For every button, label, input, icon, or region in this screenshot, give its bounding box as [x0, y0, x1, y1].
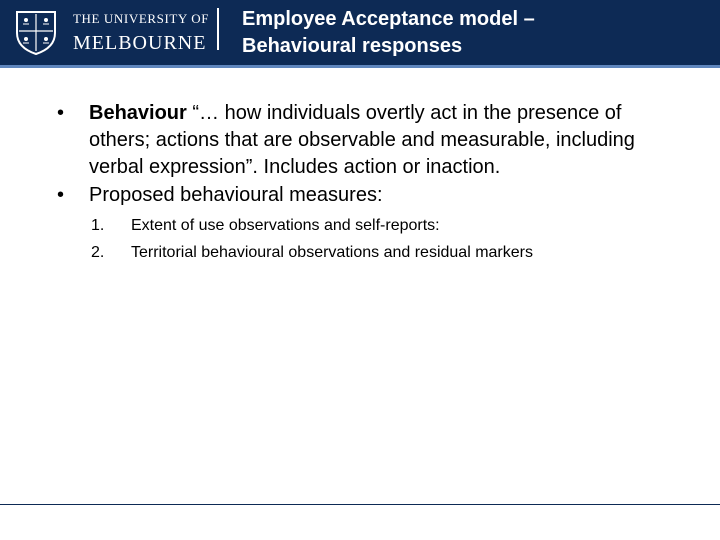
bullet-text: Proposed behavioural measures: — [89, 184, 383, 206]
list-item — [91, 239, 677, 266]
list-number: 1. — [91, 217, 105, 234]
slide-title-line-2: Behavioural responses — [242, 35, 463, 57]
bullet-text: “… how individuals overtly act in the presence of others; actions that are observable and measurable, including verbal expression”. Includes action or inaction. — [89, 102, 635, 178]
footer-rule — [0, 504, 720, 505]
logo-line-2: MELBOURNE — [73, 32, 207, 54]
university-logo — [0, 0, 230, 65]
slide-content — [57, 100, 677, 266]
list-item — [91, 212, 677, 239]
bullet-mark: • — [57, 102, 65, 124]
header-divider — [217, 8, 219, 50]
list-text: Extent of use observations and self-reports: — [131, 217, 440, 234]
bullet-mark: • — [57, 184, 65, 206]
list-text: Territorial behavioural observations and residual markers — [131, 244, 533, 261]
list-number: 2. — [91, 244, 105, 261]
slide-header — [0, 0, 720, 68]
logo-line-1: THE UNIVERSITY OF — [73, 11, 210, 26]
bullet-item — [57, 182, 677, 209]
numbered-list — [91, 212, 677, 266]
slide-title-line-1: Employee Acceptance model – — [242, 8, 535, 30]
bullet-term: Behaviour — [89, 102, 187, 124]
crest-icon — [15, 9, 57, 55]
bullet-item — [57, 100, 677, 181]
slide-title — [242, 6, 702, 60]
